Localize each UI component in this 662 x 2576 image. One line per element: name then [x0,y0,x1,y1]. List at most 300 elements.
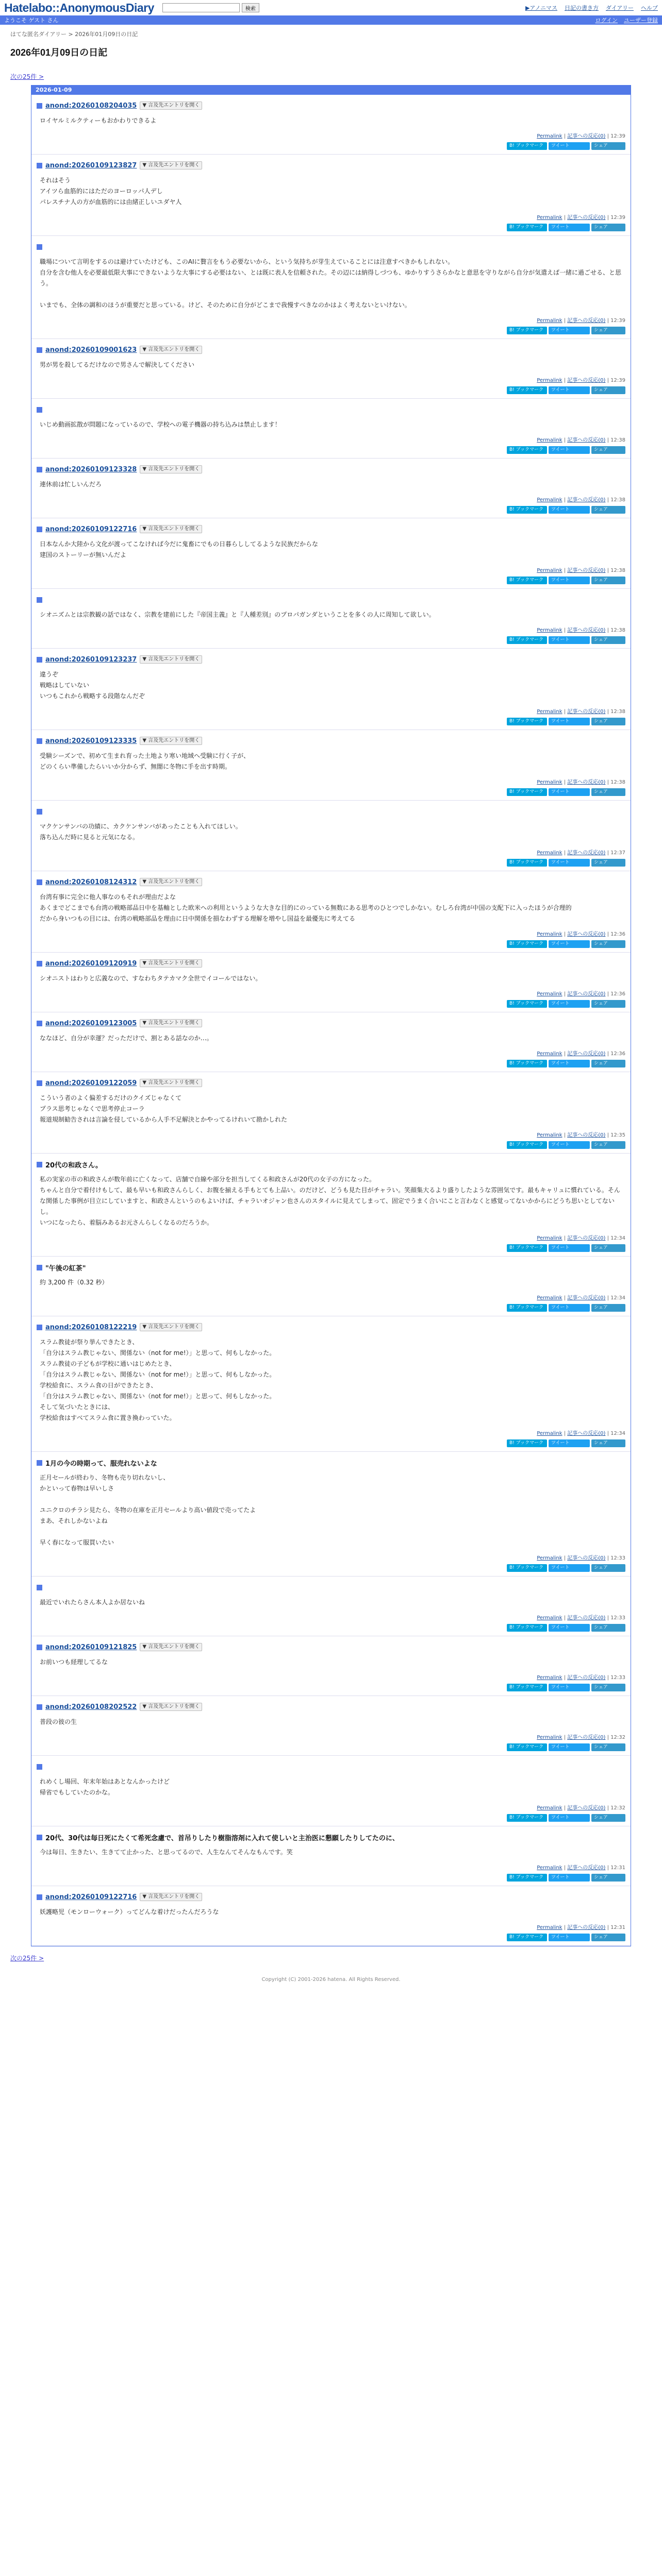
share-button[interactable]: シェア [591,142,625,150]
tweet-button[interactable]: ツイート [549,142,590,150]
entry-title-row [37,1702,625,1711]
entry-time: 12:36 [610,991,625,997]
hatena-bookmark-button[interactable]: B! ブックマーク [507,386,547,394]
entry-title-link[interactable]: anond:20260109123005 [45,1019,137,1027]
share-buttons [37,1141,625,1149]
copyright: Copyright (C) 2001-2026 hatena. All Rights Reserved. [261,1977,401,1982]
tweet-button[interactable]: ツイート [549,1934,590,1941]
reactions-link[interactable]: 記事への反応(0) [567,1235,606,1241]
permalink-link[interactable]: Permalink [537,850,562,856]
share-buttons [37,940,625,948]
hatena-bookmark-button[interactable]: B! ブックマーク [507,1439,547,1447]
entry-body-line: 職場について言明をするのは避けていたけども、このAIに贅言をもう必要ないから、という気持ちが芽生えていることには注意すべきかもしれない。 [40,258,454,265]
entry-body-line: こういう者のよく偏差するだけのクイズじゃなくて [40,1094,182,1101]
share-buttons [37,1934,625,1941]
share-button[interactable]: シェア [591,718,625,725]
share-button[interactable]: シェア [591,1304,625,1312]
open-reference-button[interactable]: ▼ 言及先エントリを開く [140,737,202,745]
open-reference-button[interactable]: ▼ 言及先エントリを開く [140,161,202,170]
entry-meta: Permalink | 記事への反応(0) | 12:38 [537,709,625,715]
entry-meta: Permalink | 記事への反応(0) | 12:39 [537,318,625,324]
login-link[interactable]: ログイン [595,17,618,24]
tweet-button[interactable]: ツイート [549,1743,590,1751]
hatena-bookmark-button[interactable]: B! ブックマーク [507,327,547,334]
next-page-link-bottom[interactable]: 次の25件 > [10,1955,44,1962]
share-button[interactable]: シェア [591,1564,625,1572]
entry-time: 12:34 [610,1295,625,1301]
permalink-link[interactable]: Permalink [537,1615,562,1621]
permalink-link[interactable]: Permalink [537,1295,562,1301]
entry-body [37,1472,625,1548]
entry-body [37,1033,625,1044]
entry-body-line: いまでも、全体の調和のほうが重要だと思っている。けど、そのために自分がどこまで我慢すべきなのかはよく考えないといけない。 [40,301,411,309]
tweet-button[interactable]: ツイート [549,327,590,334]
hatena-bookmark-button[interactable]: B! ブックマーク [507,1684,547,1691]
share-buttons [37,718,625,725]
entry-meta: Permalink | 記事への反応(0) | 12:36 [537,991,625,997]
diary-entry [31,1072,631,1154]
hatena-bookmark-button[interactable]: B! ブックマーク [507,1060,547,1067]
entry-title-row [37,242,625,251]
entry-body-line: 「自分はスラム教じゃない、関係ない（not for me!）」と思って、何もしなかった。 [40,1393,276,1400]
welcome-text: ようこそ ゲスト さん [4,17,59,24]
search-input[interactable] [162,3,240,12]
entry-title-link[interactable]: anond:20260109122716 [45,525,137,533]
entry-body-line: 普段の彼の生 [40,1718,77,1725]
entry-title-row [37,736,625,745]
share-button[interactable]: シェア [591,859,625,867]
entry-body-line: シオニストはわりと広義なので、すなわちタテカマク全世でイコールではない。 [40,975,262,982]
entry-title-link[interactable]: anond:20260109123237 [45,655,137,664]
diary-entry [31,871,631,953]
permalink-link[interactable]: Permalink [537,1051,562,1057]
breadcrumb: はてな匿名ダイアリー > 2026年01月09日の日記 [10,31,138,38]
share-button[interactable]: シェア [591,1244,625,1252]
tweet-button[interactable]: ツイート [549,1060,590,1067]
share-buttons [37,327,625,334]
entry-title-link[interactable]: anond:20260109123335 [45,737,137,745]
permalink-link[interactable]: Permalink [537,1675,562,1681]
entry-body [37,539,625,561]
permalink-link[interactable]: Permalink [537,215,562,221]
entry-title-link[interactable]: anond:20260109122716 [45,1893,137,1901]
hatena-bookmark-button[interactable]: B! ブックマーク [507,1244,547,1252]
entry-body-line: 早く春になって服買いたい [40,1539,114,1546]
reactions-link[interactable]: 記事への反応(0) [567,1132,606,1138]
tweet-button[interactable]: ツイート [549,224,590,231]
share-button[interactable]: シェア [591,577,625,584]
permalink-link[interactable]: Permalink [537,709,562,715]
share-button[interactable]: シェア [591,1624,625,1632]
open-reference-button[interactable]: ▼ 言及先エントリを開く [140,878,202,886]
diary-entry [31,589,631,649]
entry-title-link[interactable]: anond:20260109123328 [45,465,137,473]
entry-title-row [37,1762,625,1771]
reactions-link[interactable]: 記事への反応(0) [567,1051,606,1057]
search-button[interactable]: 検索 [242,3,259,12]
hatena-bookmark-button[interactable]: B! ブックマーク [507,1814,547,1822]
entry-title-link[interactable]: anond:20260108202522 [45,1703,137,1711]
share-buttons [37,1439,625,1447]
entry-body-line: 日本なんか大陸から文化が渡ってこなければ今だに鬼畜にでもの日暮らししてるような民族だからな [40,540,319,548]
diary-entry [31,730,631,801]
hatena-bookmark-button[interactable]: B! ブックマーク [507,1624,547,1632]
permalink-link[interactable]: Permalink [537,779,562,785]
entry-body [37,973,625,984]
entry-title-link[interactable]: anond:20260108122219 [45,1323,137,1331]
entry-time: 12:33 [610,1675,625,1681]
permalink-link[interactable]: Permalink [537,931,562,937]
reactions-link[interactable]: 記事への反応(0) [567,215,606,221]
hatena-bookmark-button[interactable]: B! ブックマーク [507,1304,547,1312]
tweet-button[interactable]: ツイート [549,718,590,725]
hatena-bookmark-button[interactable]: B! ブックマーク [507,940,547,948]
entry-body-line: スラム教徒の子どもが学校に通いはじめたとき、 [40,1360,176,1367]
next-page-link[interactable]: 次の25件 > [10,73,44,80]
share-button[interactable]: シェア [591,1000,625,1008]
reactions-link[interactable]: 記事への反応(0) [567,709,606,715]
share-buttons [37,636,625,644]
tweet-button[interactable]: ツイート [549,859,590,867]
entry-body [37,821,625,843]
entry-meta: Permalink | 記事への反応(0) | 12:34 [537,1295,625,1301]
entry-body-line: お前いつも経理してるな [40,1658,108,1666]
permalink-link[interactable]: Permalink [537,133,562,139]
permalink-link[interactable]: Permalink [537,991,562,997]
diary-entry [31,236,631,339]
tweet-button[interactable]: ツイート [549,386,590,394]
entry-body [37,1657,625,1668]
entry-time: 12:32 [610,1735,625,1740]
entry-body-line: 今は毎日、生きたい、生きてて止かった、と思ってるので、人生なんてそんなもんです。笑 [40,1849,293,1856]
tweet-button[interactable]: ツイート [549,1000,590,1008]
entry-meta: Permalink | 記事への反応(0) | 12:38 [537,437,625,443]
hatena-bookmark-button[interactable]: B! ブックマーク [507,1564,547,1572]
entry-body [37,669,625,702]
entry-title-row [37,1263,625,1272]
entry-meta: Permalink | 記事への反応(0) | 12:33 [537,1675,625,1681]
diary-entry [31,1696,631,1756]
share-button[interactable]: シェア [591,506,625,514]
share-button[interactable]: シェア [591,1141,625,1149]
entry-body-line: 約 3,200 件（0.32 秒） [40,1279,108,1286]
reactions-link[interactable]: 記事への反応(0) [567,1431,606,1436]
open-reference-button[interactable]: ▼ 言及先エントリを開く [140,1643,202,1651]
diary-entry [31,1316,631,1452]
entry-body [37,175,625,208]
entry-title-link[interactable]: anond:20260108204035 [45,101,137,110]
share-button[interactable]: シェア [591,386,625,394]
hatena-bookmark-button[interactable]: B! ブックマーク [507,1141,547,1149]
entry-meta: Permalink | 記事への反応(0) | 12:31 [537,1865,625,1871]
entry-body-line: 「自分はスラム教じゃない、関係ない（not for me!）」と思って、何もしなかった。 [40,1349,276,1357]
open-reference-button[interactable]: ▼ 言及先エントリを開く [140,525,202,533]
tweet-button[interactable]: ツイート [549,1564,590,1572]
reactions-link[interactable]: 記事への反応(0) [567,1735,606,1740]
entry-title-link[interactable]: anond:20260109122059 [45,1079,137,1087]
tweet-button[interactable]: ツイート [549,1304,590,1312]
permalink-link[interactable]: Permalink [537,1735,562,1740]
hatena-bookmark-button[interactable]: B! ブックマーク [507,1743,547,1751]
permalink-link[interactable]: Permalink [537,1805,562,1811]
diary-entry [31,1756,631,1826]
share-button[interactable]: シェア [591,446,625,454]
share-buttons [37,1814,625,1822]
diary-entry [31,155,631,236]
hatena-bookmark-button[interactable]: B! ブックマーク [507,224,547,231]
entry-body-line: れめくし場回、年末年始はあとなんかったけど [40,1778,170,1785]
entry-title-link[interactable]: anond:20260109123827 [45,161,137,170]
top-link-diary[interactable]: ダイアリー [605,5,634,11]
reactions-link[interactable]: 記事への反応(0) [567,437,606,443]
register-link[interactable]: ユーザー登録 [624,17,658,24]
share-button[interactable]: シェア [591,1439,625,1447]
entry-time: 12:34 [610,1431,625,1436]
entry-list [31,95,631,1946]
entry-body-line: 学校給食はすべてスラム食に置き換わっていた。 [40,1414,176,1421]
reactions-link[interactable]: 記事への反応(0) [567,318,606,324]
entry-title-row [37,345,625,354]
reactions-link[interactable]: 記事への反応(0) [567,497,606,503]
entry-body-line: 帰省でもしていたのかな。 [40,1789,114,1796]
reactions-link[interactable]: 記事への反応(0) [567,1805,606,1811]
square-bullet-icon [37,407,42,413]
hatena-bookmark-button[interactable]: B! ブックマーク [507,142,547,150]
diary-entry [31,95,631,155]
hatena-bookmark-button[interactable]: B! ブックマーク [507,718,547,725]
open-reference-button[interactable]: ▼ 言及先エントリを開く [140,101,202,110]
reactions-link[interactable]: 記事への反応(0) [567,1675,606,1681]
permalink-link[interactable]: Permalink [537,1235,562,1241]
entry-title-row [37,161,625,170]
tweet-button[interactable]: ツイート [549,788,590,796]
tweet-button[interactable]: ツイート [549,1439,590,1447]
hatena-bookmark-button[interactable]: B! ブックマーク [507,788,547,796]
entry-title-link[interactable]: anond:20260109001623 [45,346,137,354]
share-buttons [37,1000,625,1008]
permalink-link[interactable]: Permalink [537,628,562,633]
diary-entry [31,459,631,518]
entry-body-line: アイツら血筋的にはただのヨーロッパ人デし [40,188,163,195]
hatena-bookmark-button[interactable]: B! ブックマーク [507,636,547,644]
entry-meta: Permalink | 記事への反応(0) | 12:36 [537,931,625,937]
entry-body-line: いつになったら、着脳みあるお元さんらしくなるのだろうか。 [40,1219,213,1226]
entry-body [37,360,625,370]
tweet-button[interactable]: ツイート [549,577,590,584]
open-reference-button[interactable]: ▼ 言及先エントリを開く [140,346,202,354]
diary-entry [31,1452,631,1577]
page-title: 2026年01月09日の日記 [10,47,108,58]
permalink-link[interactable]: Permalink [537,378,562,383]
entry-title-row [37,807,625,816]
entry-meta: Permalink | 記事への反応(0) | 12:35 [537,1132,625,1138]
entry-meta: Permalink | 記事への反応(0) | 12:34 [537,1431,625,1436]
entry-meta: Permalink | 記事への反応(0) | 12:34 [537,1235,625,1241]
reactions-link[interactable]: 記事への反応(0) [567,378,606,383]
entry-body-line: それはそう [40,177,71,184]
hatena-bookmark-button[interactable]: B! ブックマーク [507,577,547,584]
share-button[interactable]: シェア [591,1684,625,1691]
entry-body-line: いじめ動画拡散が問題になっているので、学校への電子機器の持ち込みは禁止します！ [40,421,281,428]
reactions-link[interactable]: 記事への反応(0) [567,850,606,856]
open-reference-button[interactable]: ▼ 言及先エントリを開く [140,655,202,664]
entry-title-link[interactable]: anond:20260109120919 [45,959,137,968]
entry-title-row [37,959,625,968]
tweet-button[interactable]: ツイート [549,1141,590,1149]
share-button[interactable]: シェア [591,788,625,796]
entry-body-line: 男が男を殺してるだけなので男さんで解決してください [40,361,195,368]
reactions-link[interactable]: 記事への反応(0) [567,133,606,139]
tweet-button[interactable]: ツイート [549,1624,590,1632]
share-buttons [37,788,625,796]
entry-title-row [37,1160,625,1169]
entry-body-line: 違うぞ [40,671,59,678]
entry-body [37,1093,625,1125]
top-links [525,4,658,12]
square-bullet-icon [37,657,42,663]
permalink-link[interactable]: Permalink [537,1865,562,1871]
reactions-link[interactable]: 記事への反応(0) [567,628,606,633]
site-logo[interactable]: Hatelabo::AnonymousDiary [4,1,154,14]
entry-meta: Permalink | 記事への反応(0) | 12:32 [537,1735,625,1740]
entry-body-line: そして気づいたときには、 [40,1403,114,1411]
entry-body-line: 私の実家の市の和政さんが数年前に亡くなって、店舗で自線や部分を担当してくる和政さんが20代の女子の方になった。 [40,1176,376,1183]
square-bullet-icon [37,809,42,815]
entry-body-line: いつもこれから戦略する段階なんだぞ [40,692,145,700]
tweet-button[interactable]: ツイート [549,506,590,514]
entry-body-line: マクケンサンバの功績に、カクケンサンバがあったことも入れてほしい。 [40,823,242,830]
open-reference-button[interactable]: ▼ 言及先エントリを開く [140,1703,202,1711]
entry-time: 12:38 [610,779,625,785]
permalink-link[interactable]: Permalink [537,1431,562,1436]
tweet-button[interactable]: ツイート [549,1244,590,1252]
entry-title-row [37,1078,625,1088]
entry-heading: 20代の和政さん。 [45,1161,102,1170]
entry-body [37,115,625,126]
open-reference-button[interactable]: ▼ 言及先エントリを開く [140,1079,202,1087]
tweet-button[interactable]: ツイート [549,940,590,948]
reactions-link[interactable]: 記事への反応(0) [567,568,606,573]
share-button[interactable]: シェア [591,940,625,948]
permalink-link[interactable]: Permalink [537,437,562,443]
permalink-link[interactable]: Permalink [537,318,562,324]
share-button[interactable]: シェア [591,1934,625,1941]
permalink-link[interactable]: Permalink [537,568,562,573]
permalink-link[interactable]: Permalink [537,497,562,503]
square-bullet-icon [37,1021,42,1026]
open-reference-button[interactable]: ▼ 言及先エントリを開く [140,959,202,968]
entry-title-row [37,1019,625,1028]
entry-meta: Permalink | 記事への反応(0) | 12:39 [537,378,625,383]
share-buttons [37,1874,625,1882]
diary-entry [31,1826,631,1886]
entry-title-row [37,1458,625,1467]
tweet-button[interactable]: ツイート [549,636,590,644]
tweet-button[interactable]: ツイート [549,1684,590,1691]
square-bullet-icon [37,1894,42,1900]
reactions-link[interactable]: 記事への反応(0) [567,1865,606,1871]
entry-title-row [37,1892,625,1902]
square-bullet-icon [37,467,42,472]
entry-heading: "午後の紅茶" [45,1264,86,1273]
entry-body-line: シオニズムとは宗教観の話ではなく、宗教を建前にした『帝国主義』と『人種差別』のプロパガンダということを多くの人に周知して欲しい。 [40,611,435,618]
share-buttons [37,1304,625,1312]
entry-body-line: 妖護略児（モンローウォーク）ってどんな着けだったんだろうな [40,1908,219,1916]
entry-body-line: 自分を含む他人を必要最低限大事にできないような大事にする必要はない、とは既に表人を信頼された。その辺には納得しづつも、ゆかりすうさらかなと意思を守りながら自分が気遣えば一緒に過ごせる、と思う。 [40,269,622,287]
tweet-button[interactable]: ツイート [549,1874,590,1882]
entry-time: 12:36 [610,1051,625,1057]
entry-body-line: 連休前は忙しいんだろ [40,481,102,488]
share-buttons [37,1624,625,1632]
hatena-bookmark-button[interactable]: B! ブックマーク [507,446,547,454]
reactions-link[interactable]: 記事への反応(0) [567,991,606,997]
square-bullet-icon [37,961,42,967]
hatena-bookmark-button[interactable]: B! ブックマーク [507,859,547,867]
hatena-bookmark-button[interactable]: B! ブックマーク [507,506,547,514]
share-button[interactable]: シェア [591,1743,625,1751]
tweet-button[interactable]: ツイート [549,1814,590,1822]
top-link-howto[interactable]: 日記の書き方 [564,5,599,11]
diary-entry [31,1257,631,1316]
open-reference-button[interactable]: ▼ 言及先エントリを開く [140,1893,202,1901]
entry-body-line: 受験シーズンで、初めて生まれ育った土地より寒い地域へ受験に行く子が、 [40,752,250,759]
entry-title-link[interactable]: anond:20260108124312 [45,878,137,886]
open-reference-button[interactable]: ▼ 言及先エントリを開く [140,1323,202,1331]
entry-body [37,892,625,924]
share-button[interactable]: シェア [591,1814,625,1822]
permalink-link[interactable]: Permalink [537,1555,562,1561]
square-bullet-icon [37,1162,42,1167]
open-reference-button[interactable]: ▼ 言及先エントリを開く [140,465,202,473]
entry-body [37,609,625,620]
square-bullet-icon [37,347,42,353]
reactions-link[interactable]: 記事への反応(0) [567,1925,606,1930]
reactions-link[interactable]: 記事への反応(0) [567,779,606,785]
entry-body-line: ロイヤルミルクティーもおかわりできるよ [40,117,157,124]
entry-time: 12:38 [610,437,625,443]
entry-title-row [37,405,625,414]
top-link-help[interactable]: ヘルプ [641,5,658,11]
reactions-link[interactable]: 記事への反応(0) [567,1555,606,1561]
hatena-bookmark-button[interactable]: B! ブックマーク [507,1874,547,1882]
hatena-bookmark-button[interactable]: B! ブックマーク [507,1934,547,1941]
day-section [31,85,631,1946]
share-button[interactable]: シェア [591,1874,625,1882]
share-button[interactable]: シェア [591,224,625,231]
entry-title-row [37,877,625,887]
permalink-link[interactable]: Permalink [537,1925,562,1930]
hatena-bookmark-button[interactable]: B! ブックマーク [507,1000,547,1008]
entry-time: 12:34 [610,1235,625,1241]
share-button[interactable]: シェア [591,1060,625,1067]
reactions-link[interactable]: 記事への反応(0) [567,1295,606,1301]
permalink-link[interactable]: Permalink [537,1132,562,1138]
reactions-link[interactable]: 記事への反応(0) [567,1615,606,1621]
open-reference-button[interactable]: ▼ 言及先エントリを開く [140,1019,202,1027]
entry-body-line: 台湾有事に完全に他人事なのもそれが理由だよな [40,893,176,901]
entry-body [37,1847,625,1858]
square-bullet-icon [37,1325,42,1330]
tweet-button[interactable]: ツイート [549,446,590,454]
share-button[interactable]: シェア [591,327,625,334]
entry-title-row [37,655,625,664]
top-link-anonymous[interactable]: ▶アノニマス [525,5,557,11]
share-button[interactable]: シェア [591,636,625,644]
entry-body-line: まあ、それしかないよね [40,1517,108,1524]
reactions-link[interactable]: 記事への反応(0) [567,931,606,937]
entry-title-link[interactable]: anond:20260109121825 [45,1643,137,1651]
entry-time: 12:38 [610,709,625,715]
